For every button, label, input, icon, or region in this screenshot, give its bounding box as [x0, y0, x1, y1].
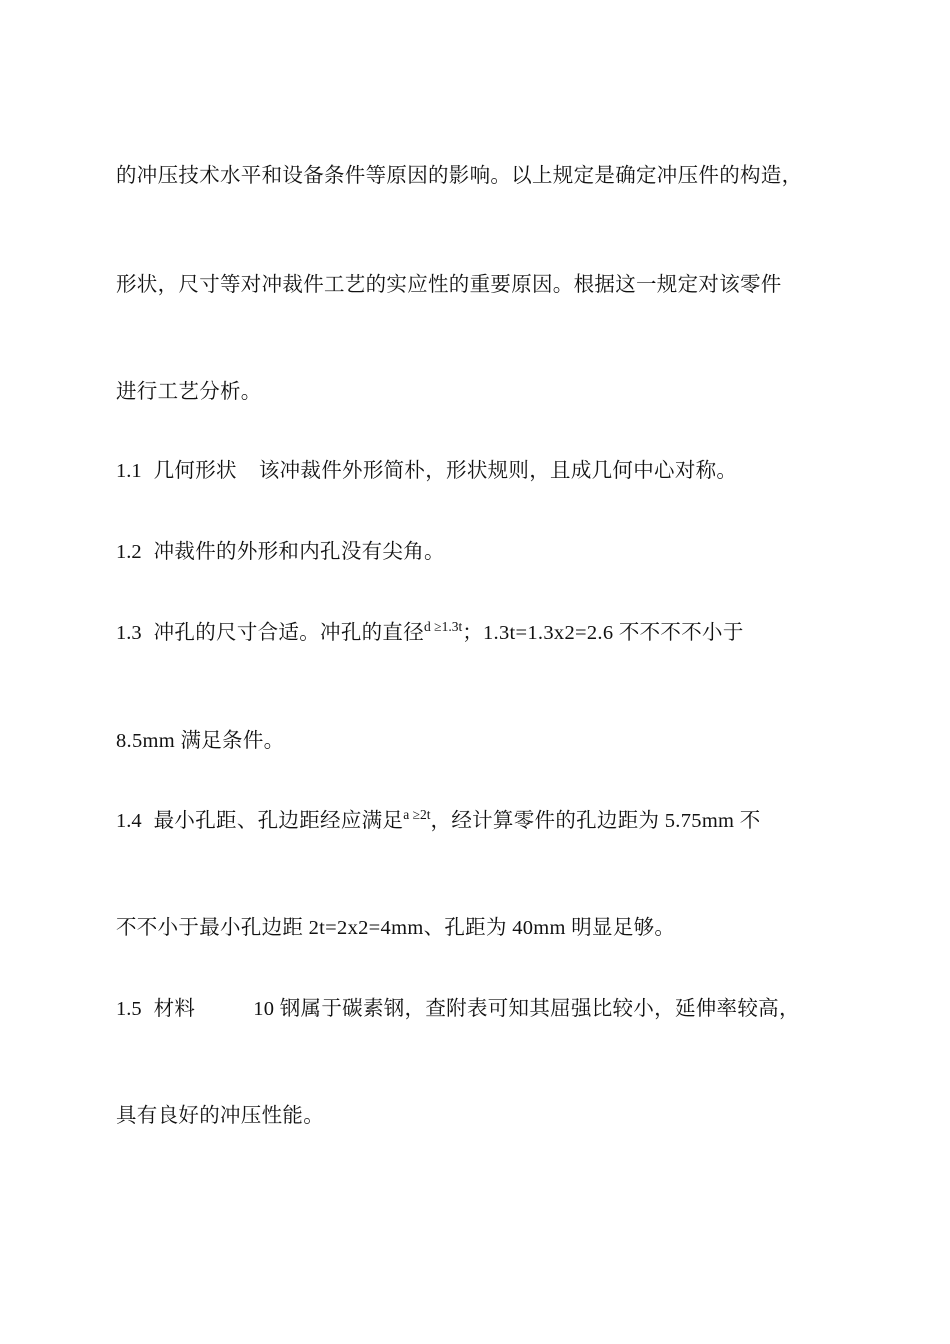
- item-1-1-number: 1.1: [116, 460, 142, 482]
- item-1-4: [116, 807, 761, 837]
- item-1-4-number: 1.4: [116, 810, 142, 832]
- intro-line-1: 的冲压技术水平和设备条件等原因的影响。以上规定是确定冲压件的构造，: [116, 165, 803, 187]
- item-1-2: [116, 538, 445, 566]
- item-1-4-text-after: ，经计算零件的孔边距为 5.75mm 不: [430, 810, 761, 832]
- item-1-2-text: 冲裁件的外形和内孔没有尖角。: [153, 541, 445, 563]
- item-1-5-text: 10 钢属于碳素钢，查附表可知其屈强比较小，延伸率较高，: [253, 998, 800, 1020]
- intro-line-2: 形状，尺寸等对冲裁件工艺的实应性的重要原因。根据这一规定对该零件: [116, 274, 782, 296]
- item-1-5-number: 1.5: [116, 998, 142, 1020]
- item-1-4-formula: a ≥2t: [403, 807, 431, 822]
- item-1-3-formula: d ≥1.3t: [424, 619, 463, 634]
- item-1-5-heading: 材料: [153, 998, 196, 1020]
- intro-line-3: 进行工艺分析。: [116, 381, 262, 403]
- item-1-3-number: 1.3: [116, 622, 142, 644]
- item-1-1-heading: 几何形状: [153, 460, 237, 482]
- item-1-2-number: 1.2: [116, 541, 142, 563]
- item-1-4-text: 最小孔距、孔边距经应满足: [153, 810, 404, 832]
- item-1-1-text: 该冲裁件外形简朴，形状规则，且成几何中心对称。: [258, 460, 738, 482]
- item-1-5: [116, 995, 800, 1023]
- item-1-1: [116, 457, 737, 485]
- item-1-3: [116, 619, 744, 649]
- item-1-5-continuation: 具有良好的冲压性能。: [116, 1105, 324, 1127]
- item-1-3-continuation: 8.5mm 满足条件。: [116, 730, 285, 752]
- item-1-3-text-after: ；1.3t=1.3x2=2.6 不不不不小于: [462, 622, 744, 644]
- item-1-3-text: 冲孔的尺寸合适。冲孔的直径: [153, 622, 425, 644]
- item-1-4-continuation: 不不小于最小孔边距 2t=2x2=4mm、孔距为 40mm 明显足够。: [116, 917, 676, 939]
